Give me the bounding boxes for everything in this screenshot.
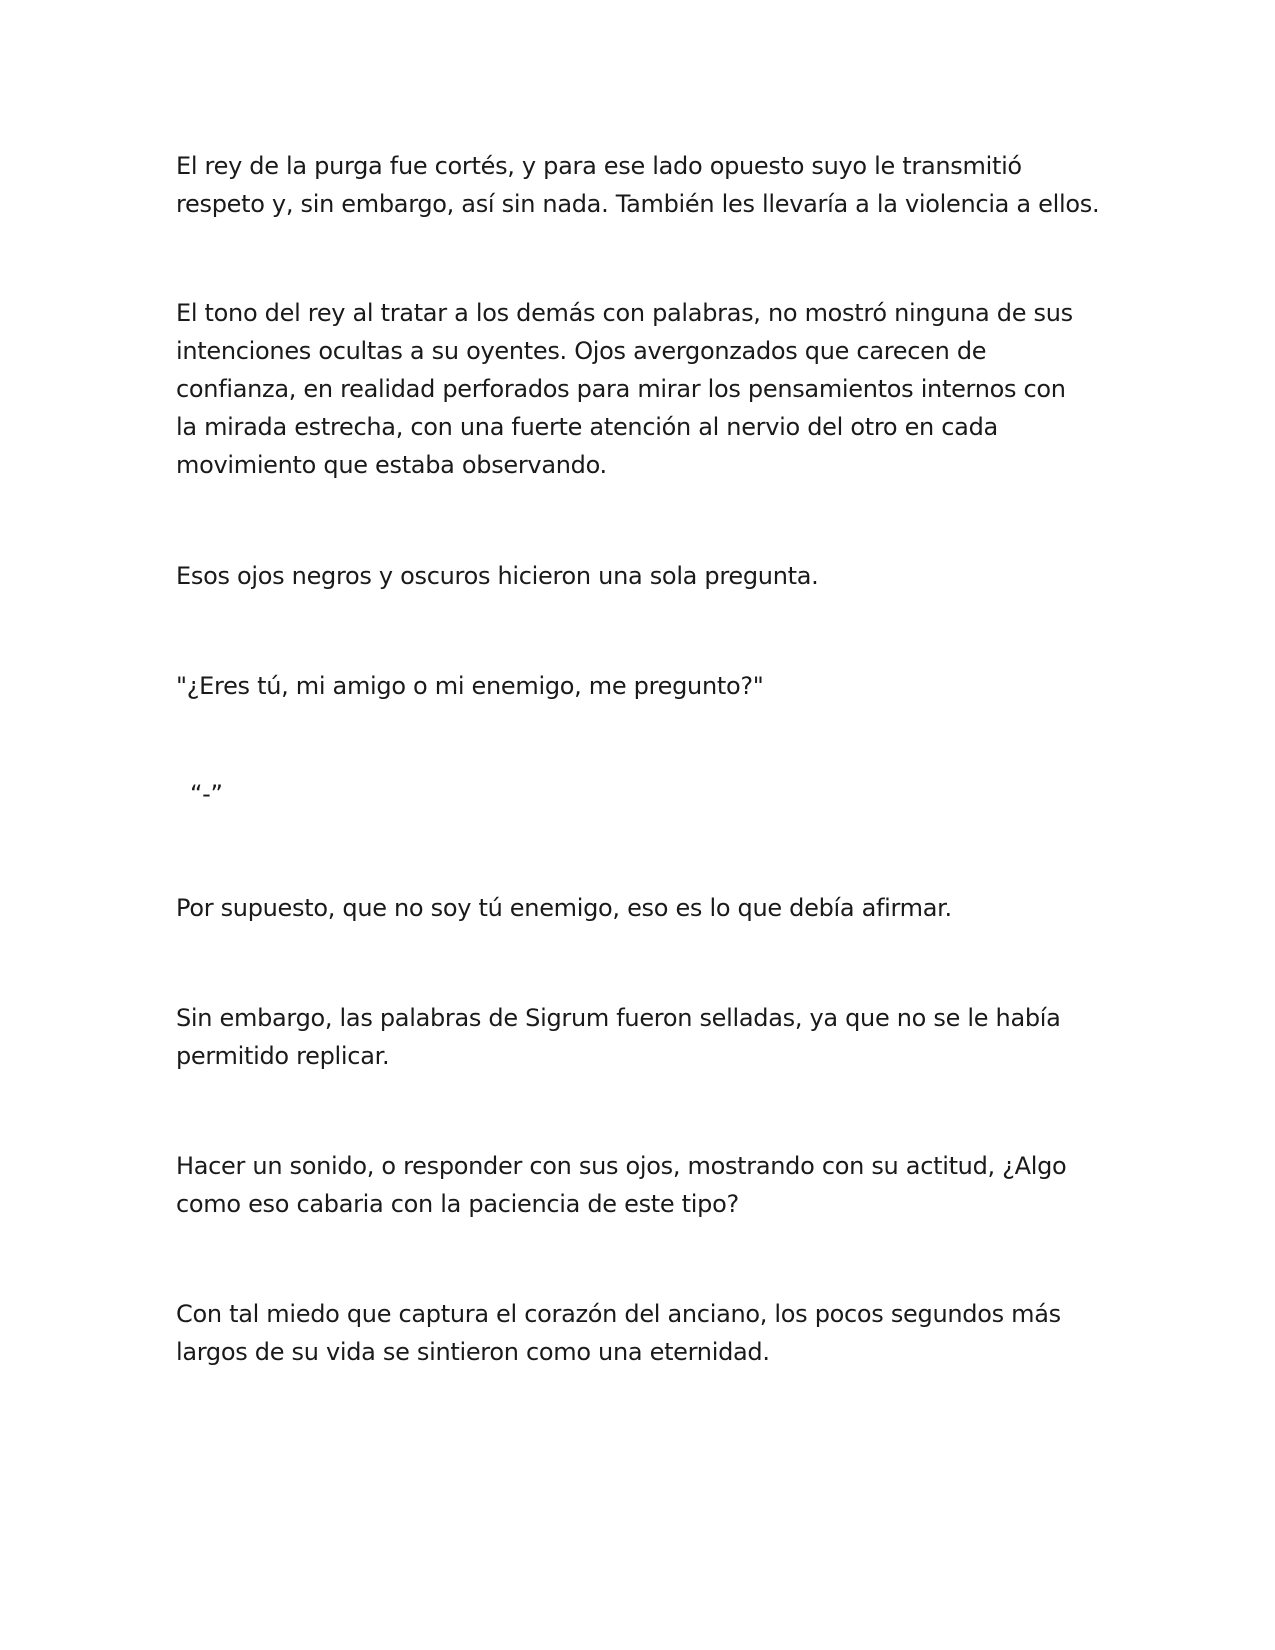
text-line: la mirada estrecha, con una fuerte atención al nervio del otro en cada	[176, 413, 998, 441]
text-line: Hacer un sonido, o responder con sus ojos, mostrando con su actitud, ¿Algo	[176, 1152, 1067, 1180]
text-line: intenciones ocultas a su oyentes. Ojos avergonzados que carecen de	[176, 337, 987, 365]
text-line: "¿Eres tú, mi amigo o mi enemigo, me pregunto?"	[176, 672, 764, 700]
paragraph-7	[176, 999, 1116, 1075]
text-line: Sin embargo, las palabras de Sigrum fueron selladas, ya que no se le había	[176, 1004, 1061, 1032]
paragraph-9	[176, 1295, 1116, 1371]
paragraph-3	[176, 557, 1116, 595]
text-line: “-”	[190, 780, 223, 808]
text-line: Esos ojos negros y oscuros hicieron una sola pregunta.	[176, 562, 819, 590]
text-line: confianza, en realidad perforados para mirar los pensamientos internos con	[176, 375, 1066, 403]
text-line: permitido replicar.	[176, 1042, 390, 1070]
text-line: Por supuesto, que no soy tú enemigo, eso es lo que debía afirmar.	[176, 894, 952, 922]
paragraph-5-silence	[190, 775, 1130, 813]
text-line: Con tal miedo que captura el corazón del anciano, los pocos segundos más	[176, 1300, 1061, 1328]
text-line: como eso cabaria con la paciencia de este tipo?	[176, 1190, 739, 1218]
paragraph-1	[176, 147, 1116, 223]
paragraph-8	[176, 1147, 1116, 1223]
paragraph-4-dialogue	[176, 667, 1116, 705]
text-line: respeto y, sin embargo, así sin nada. También les llevaría a la violencia a ellos.	[176, 190, 1100, 218]
text-line: El rey de la purga fue cortés, y para ese lado opuesto suyo le transmitió	[176, 152, 1022, 180]
paragraph-6	[176, 889, 1116, 927]
text-line: El tono del rey al tratar a los demás con palabras, no mostró ninguna de sus	[176, 299, 1073, 327]
text-line: largos de su vida se sintieron como una eternidad.	[176, 1338, 770, 1366]
text-line: movimiento que estaba observando.	[176, 451, 607, 479]
paragraph-2	[176, 294, 1116, 484]
